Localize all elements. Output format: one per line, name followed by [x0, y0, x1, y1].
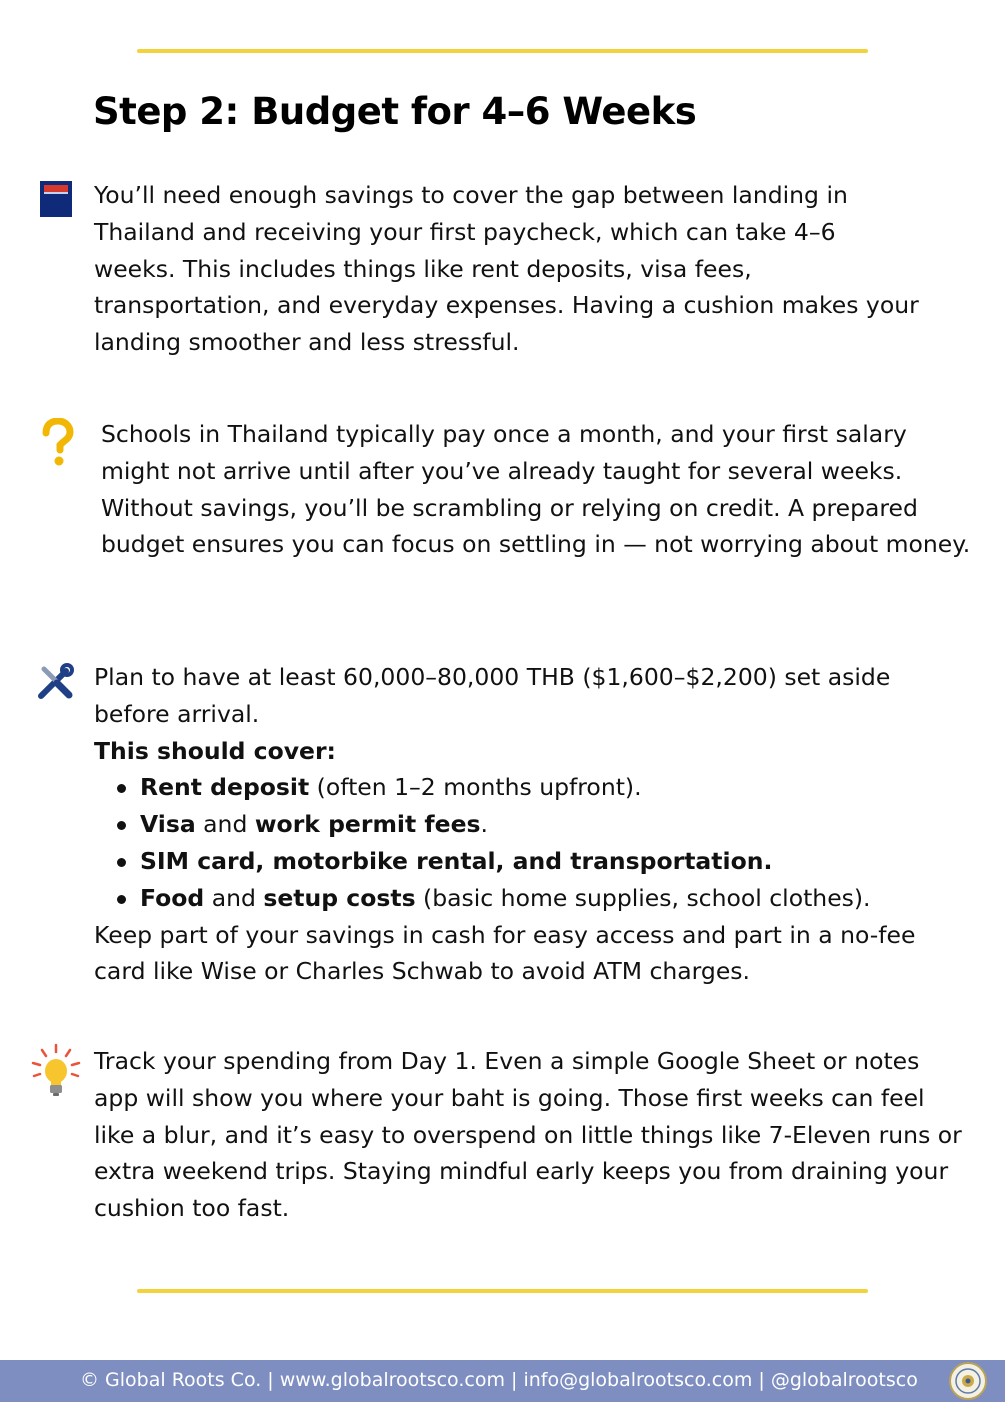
book-icon — [39, 180, 73, 218]
footer-bar — [0, 1360, 1005, 1402]
section-pay-schedule: Schools in Thailand typically pay once a month, and your first salary might not arrive until after you’ve already taught for several weeks. Without savings, you’ll be scrambling or relying on credit. A prepared budget ensures you can focus on settling in — not worrying about money. — [101, 420, 971, 559]
page-title: Step 2: Budget for 4–6 Weeks — [93, 90, 697, 133]
cost-list — [94, 769, 964, 916]
savings-tip-text: Keep part of your savings in cash for easy access and part in a no-fee card like Wise or Charles Schwab to avoid ATM charges. — [94, 920, 916, 986]
list-item: Food and setup costs (basic home supplies, school clothes). — [114, 880, 964, 917]
footer-text: © Global Roots Co. | www.globalrootsco.com | info@globalrootsco.com | @globalrootsco — [80, 1369, 918, 1391]
bottom-divider — [137, 1289, 868, 1293]
section-budget-amount — [94, 659, 964, 990]
list-item: Visa and work permit fees. — [114, 806, 964, 843]
question-mark-icon — [38, 418, 76, 468]
list-item: Rent deposit (often 1–2 months upfront). — [114, 769, 964, 806]
seal-logo-icon — [948, 1361, 988, 1401]
section-budget-intro: You’ll need enough savings to cover the gap between landing in Thailand and receiving your first paycheck, which can take 4–6 weeks. This includes things like rent deposits, visa fees, transportation, and everyday expenses. Having a cushion makes your landing smoother and less stressful. — [94, 181, 919, 357]
light-bulb-icon — [30, 1043, 82, 1099]
cover-label: This should cover: — [94, 736, 336, 765]
tools-icon — [36, 663, 74, 701]
top-divider — [137, 49, 868, 53]
section-track-spending: Track your spending from Day 1. Even a simple Google Sheet or notes app will show you where your baht is going. Those first weeks can feel like a blur, and it’s easy to overspend on little things like 7-Eleven runs or extra weekend trips. Staying mindful early keeps you from draining your cushion too fast. — [94, 1047, 962, 1223]
list-item: SIM card, motorbike rental, and transportation. — [114, 843, 964, 880]
budget-intro-text: Plan to have at least 60,000–80,000 THB ($1,600–$2,200) set aside before arrival. — [94, 663, 891, 728]
